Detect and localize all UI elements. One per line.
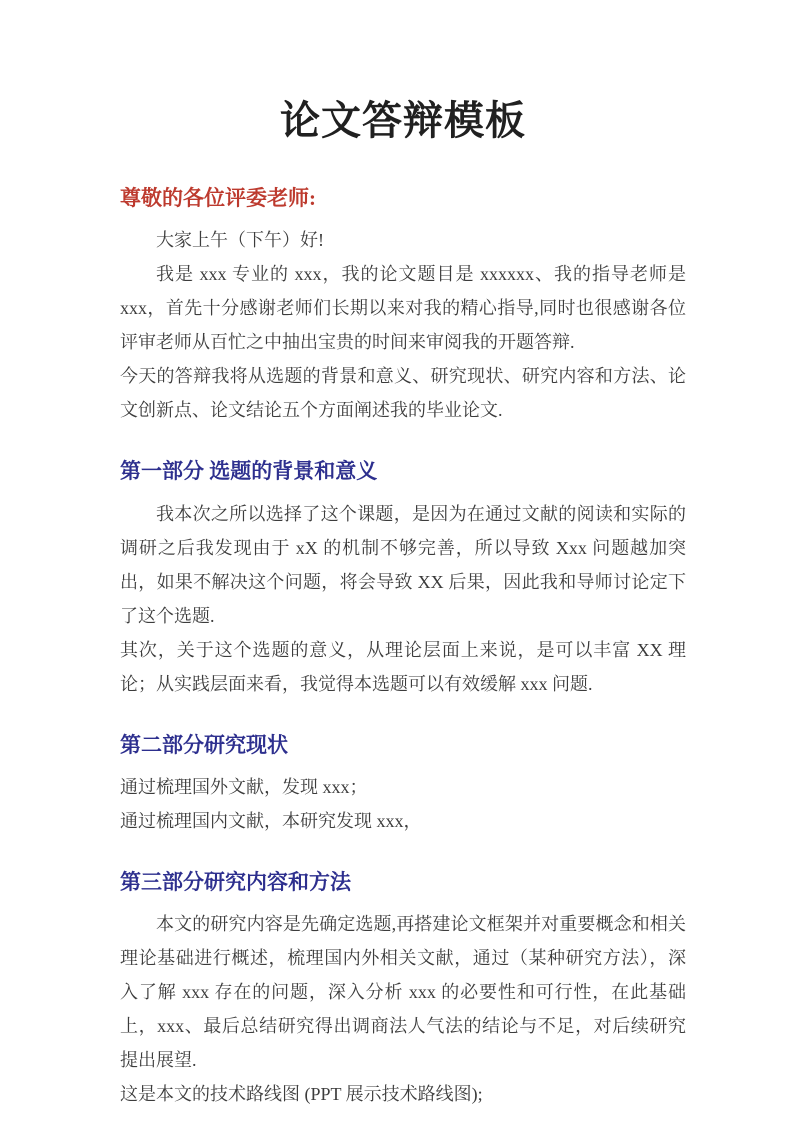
section-heading-part2: 第二部分研究现状 — [120, 732, 288, 757]
intro-paragraph-2: 我是 xxx 专业的 xxx，我的论文题目是 xxxxxx、我的指导老师是 xxx，首先十分感谢老师们长期以来对我的精心指导,同时也很感谢各位评审老师从百忙之中抽出宝贵的时间来审阅我的开题答辩. — [120, 264, 686, 353]
section1-paragraph-1: 我本次之所以选择了这个课题，是因为在通过文献的阅读和实际的调研之后我发现由于 xX 的机制不够完善，所以导致 Xxx 问题越加突出，如果不解决这个问题，将会导致 XX 后果，因此我和导师讨论定下了这个选题. — [120, 503, 686, 626]
section-heading-part3: 第三部分研究内容和方法 — [120, 869, 351, 894]
section-heading-part1: 第一部分 选题的背景和意义 — [120, 459, 378, 484]
section3-paragraph-1: 本文的研究内容是先确定选题,再搭建论文框架并对重要概念和相关理论基础进行概述，梳理国内外相关文献，通过（某种研究方法），深入了解 xxx 存在的问题，深入分析 xxx 的必要性和可行性，在此基础上，xxx、最后总结研究得出调商法人气法的结论与不足，对后续研究提出展望. — [120, 914, 686, 1071]
section2-paragraph-1: 通过梳理国外文献，发现 xxx； — [120, 776, 368, 797]
section3-paragraph-2: 这是本文的技术路线图 (PPT 展示技术路线图); — [120, 1084, 483, 1105]
section2-paragraph-2: 通过梳理国内文献，本研究发现 xxx， — [120, 810, 422, 831]
document-title: 论文答辩模板 — [280, 98, 526, 143]
intro-paragraph-3: 今天的答辩我将从选题的背景和意义、研究现状、研究内容和方法、论文创新点、论文结论五个方面阐述我的毕业论文. — [120, 366, 686, 421]
greeting-heading: 尊敬的各位评委老师: — [120, 186, 316, 210]
intro-paragraph-1: 大家上午（下午）好! — [156, 230, 324, 251]
section1-paragraph-2: 其次，关于这个选题的意义，从理论层面上来说，是可以丰富 XX 理论；从实践层面来看，我觉得本选题可以有效缓解 xxx 问题. — [120, 639, 686, 694]
